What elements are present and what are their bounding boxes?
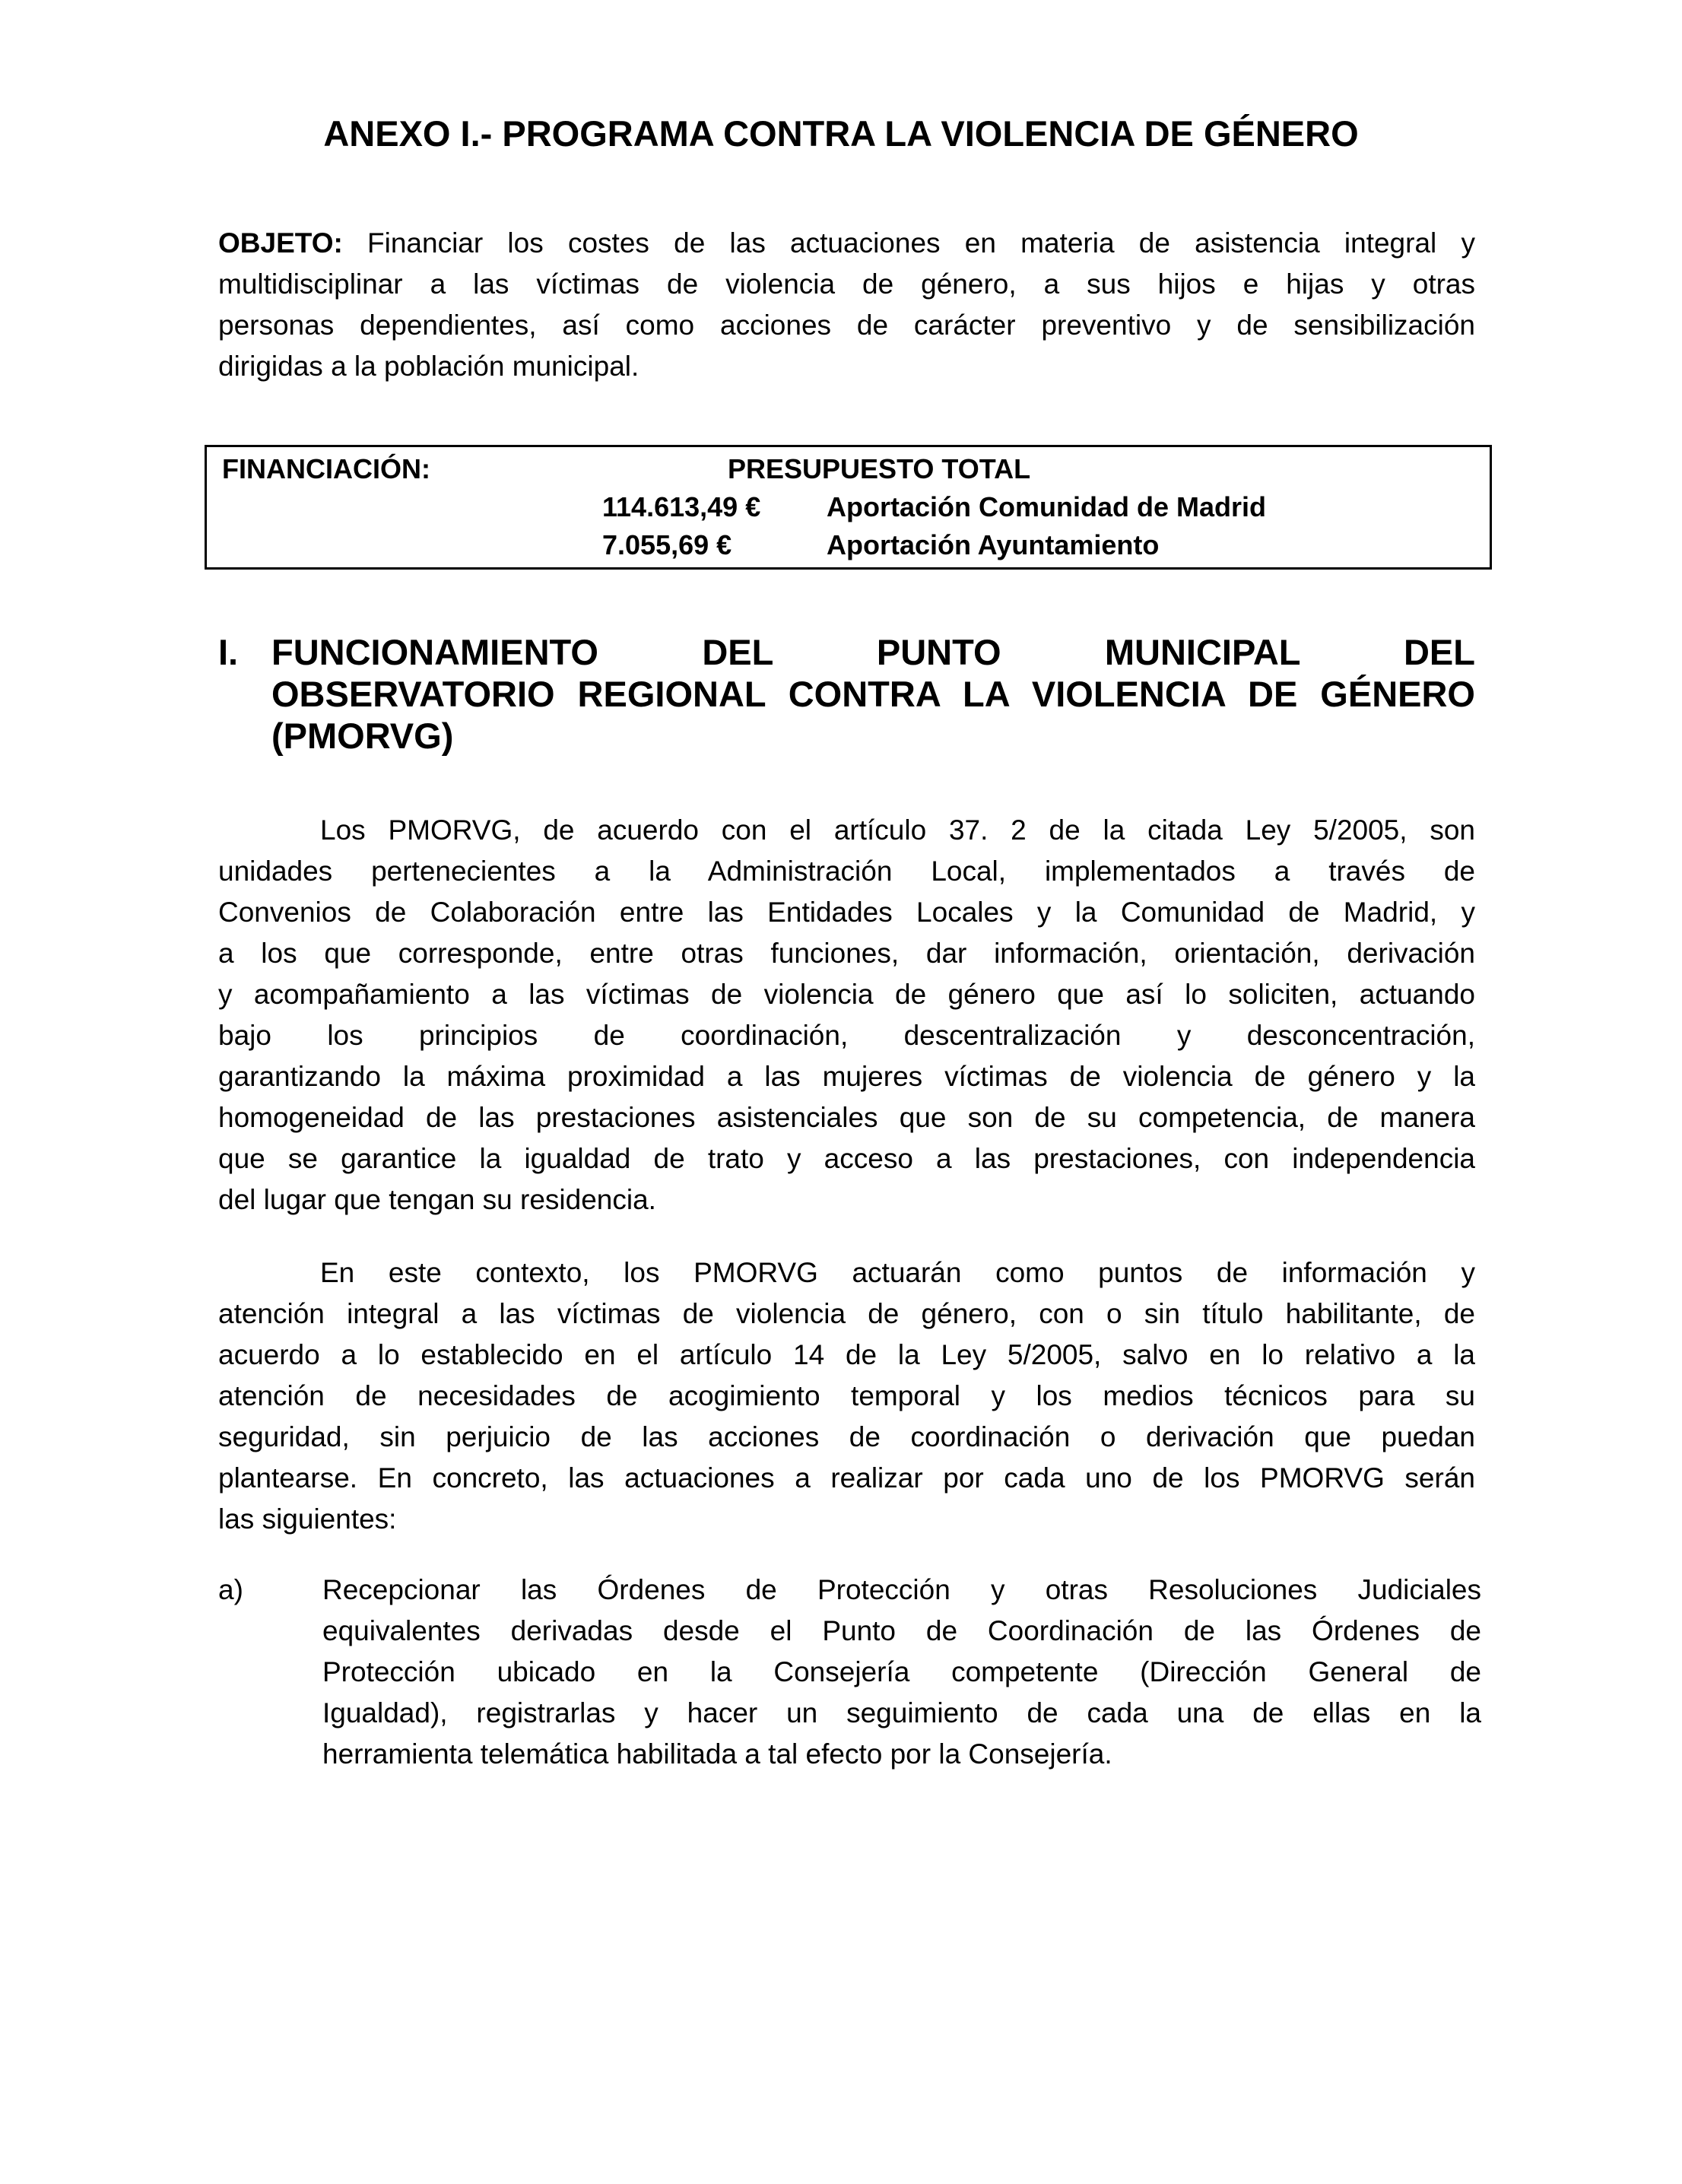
paragraph-line: y acompañamiento a las víctimas de violencia de género que así lo soliciten, actuando xyxy=(218,979,1475,1010)
paragraph-line: En este contexto, los PMORVG actuarán como puntos de información y xyxy=(320,1257,1475,1288)
budget-header: PRESUPUESTO TOTAL xyxy=(728,453,1031,484)
paragraph-line: atención integral a las víctimas de violencia de género, con o sin título habilitante, de xyxy=(218,1298,1475,1329)
concept-cell: Aportación Ayuntamiento xyxy=(827,529,1160,560)
paragraph-line: homogeneidad de las prestaciones asistenciales que son de su competencia, de manera xyxy=(218,1102,1475,1133)
objeto-paragraph xyxy=(218,223,1475,387)
heading-line: OBSERVATORIO REGIONAL CONTRA LA VIOLENCIA DE GÉNERO xyxy=(271,674,1475,714)
amount-cell: 114.613,49 € xyxy=(602,491,761,522)
paragraph-line: atención de necesidades de acogimiento temporal y los medios técnicos para su xyxy=(218,1380,1475,1411)
paragraph-line: acuerdo a lo establecido en el artículo 14 de la Ley 5/2005, salvo en lo relativo a la xyxy=(218,1339,1475,1370)
financing-table xyxy=(205,445,1492,570)
objeto-line: OBJETO: Financiar los costes de las actuaciones en materia de asistencia integral y xyxy=(218,227,1475,259)
concept-cell: Aportación Comunidad de Madrid xyxy=(827,491,1267,522)
paragraph-line: Convenios de Colaboración entre las Entidades Locales y la Comunidad de Madrid, y xyxy=(218,897,1475,928)
paragraph-line: garantizando la máxima proximidad a las mujeres víctimas de violencia de género y la xyxy=(218,1061,1475,1092)
paragraph-line: que se garantice la igualdad de trato y acceso a las prestaciones, con independencia xyxy=(218,1143,1475,1174)
paragraph-line: bajo los principios de coordinación, descentralización y desconcentración, xyxy=(218,1020,1475,1051)
paragraph-line: seguridad, sin perjuicio de las acciones de coordinación o derivación que puedan xyxy=(218,1421,1475,1452)
objeto-line: multidisciplinar a las víctimas de violencia de género, a sus hijos e hijas y otras xyxy=(218,268,1475,300)
paragraph-2 xyxy=(218,1252,1475,1540)
heading-line: FUNCIONAMIENTO DEL PUNTO MUNICIPAL DEL xyxy=(271,632,1475,672)
paragraph-line: plantearse. En concreto, las actuaciones a realizar por cada uno de los PMORVG serán xyxy=(218,1462,1475,1494)
list-line: Protección ubicado en la Consejería competente (Dirección General de xyxy=(322,1656,1481,1687)
paragraph-line: las siguientes: xyxy=(218,1503,397,1535)
list-line: equivalentes derivadas desde el Punto de Coordinación de las Órdenes de xyxy=(322,1615,1481,1646)
section-number: I. xyxy=(218,632,239,672)
paragraph-line: del lugar que tengan su residencia. xyxy=(218,1184,656,1215)
page-title: ANEXO I.- PROGRAMA CONTRA LA VIOLENCIA DE GÉNERO xyxy=(323,113,1359,154)
list-line: Recepcionar las Órdenes de Protección y otras Resoluciones Judiciales xyxy=(322,1574,1481,1605)
list-line: herramienta telemática habilitada a tal efecto por la Consejería. xyxy=(322,1738,1112,1770)
list-marker: a) xyxy=(218,1574,243,1605)
objeto-line: personas dependientes, así como acciones de carácter preventivo y de sensibilización xyxy=(218,310,1475,341)
amount-cell: 7.055,69 € xyxy=(602,529,732,560)
heading-line: (PMORVG) xyxy=(271,716,454,756)
paragraph-line: Los PMORVG, de acuerdo con el artículo 37. 2 de la citada Ley 5/2005, son xyxy=(320,814,1475,846)
objeto-line: dirigidas a la población municipal. xyxy=(218,351,639,382)
paragraph-1 xyxy=(218,810,1475,1221)
list-item xyxy=(322,1570,1481,1775)
list-line: Igualdad), registrarlas y hacer un seguimiento de cada una de ellas en la xyxy=(322,1697,1481,1728)
paragraph-line: unidades pertenecientes a la Administración Local, implementados a través de xyxy=(218,856,1475,887)
objeto-label: OBJETO: xyxy=(218,227,343,259)
paragraph-line: a los que corresponde, entre otras funciones, dar información, orientación, derivación xyxy=(218,938,1475,969)
financing-label: FINANCIACIÓN: xyxy=(222,453,430,484)
